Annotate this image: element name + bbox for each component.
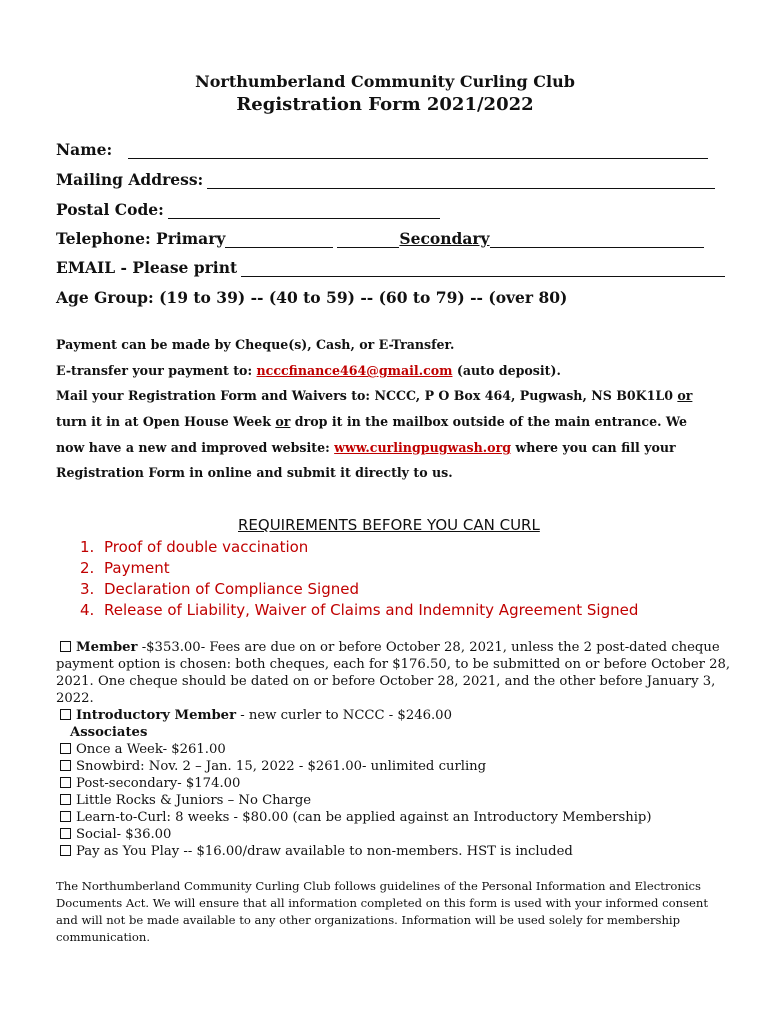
option-checkbox[interactable]	[60, 811, 71, 822]
member-text-line: payment option is chosen: both cheques, each for $176.50, to be submitted on or before October 28,	[56, 657, 731, 672]
openhouse-line	[56, 414, 687, 429]
requirement-number: 2.	[80, 559, 95, 577]
email-field	[56, 258, 725, 277]
telephone-gap-line	[337, 233, 399, 248]
postal-field	[56, 200, 440, 219]
requirement-item	[80, 538, 308, 556]
introductory-checkbox[interactable]	[60, 709, 71, 720]
option-learn-to-curl	[56, 810, 652, 825]
telephone-primary-line[interactable]	[225, 233, 333, 248]
option-checkbox[interactable]	[60, 794, 71, 805]
or-text: or	[275, 414, 291, 429]
website-line	[56, 440, 676, 455]
option-label: Little Rocks & Juniors – No Charge	[76, 793, 312, 808]
payment-methods: Payment can be made by Cheque(s), Cash, or E-Transfer.	[56, 337, 455, 352]
associates-heading: Associates	[70, 725, 148, 740]
member-checkbox[interactable]	[60, 641, 71, 652]
or-text: or	[677, 388, 693, 403]
option-label: Social- $36.00	[76, 827, 172, 842]
requirement-item	[80, 559, 170, 577]
mailbox-text: drop it in the mailbox outside of the main entrance. We	[294, 414, 688, 429]
telephone-secondary-line[interactable]	[490, 233, 704, 248]
mail-address-text: Mail your Registration Form and Waivers to: NCCC, P O Box 464, Pugwash, NS B0K1L0	[56, 388, 673, 403]
requirement-text: Proof of double vaccination	[104, 538, 309, 556]
mailing-field	[56, 170, 715, 189]
option-label: Learn-to-Curl: 8 weeks - $80.00 (can be applied against an Introductory Membership)	[76, 810, 652, 825]
website-link[interactable]: www.curlingpugwash.org	[334, 440, 512, 455]
option-label: Snowbird: Nov. 2 – Jan. 15, 2022 - $261.00- unlimited curling	[76, 759, 487, 774]
online-form-line: Registration Form in online and submit it directly to us.	[56, 465, 453, 480]
age-group-label: Age Group: (19 to 39) -- (40 to 59) -- (60 to 79) -- (over 80)	[56, 288, 568, 307]
form-title: Registration Form 2021/2022	[236, 94, 534, 115]
website-after-text: where you can fill your	[515, 440, 676, 455]
privacy-statement: The Northumberland Community Curling Club follows guidelines of the Personal Information and Electronics Documents Act. We will ensure that all information completed on this form is used with your informed consent and will not be made available to any other organizations. Information will be used solely for membership communication.	[56, 879, 709, 944]
etransfer-text: E-transfer your payment to:	[56, 363, 253, 378]
member-text-line: 2022.	[56, 691, 94, 706]
member-option	[56, 640, 720, 655]
requirement-text: Payment	[104, 559, 170, 577]
option-social	[56, 827, 171, 842]
requirement-text: Declaration of Compliance Signed	[104, 580, 359, 598]
postal-label: Postal Code:	[56, 200, 164, 219]
option-pay-as-you-play	[56, 844, 573, 859]
member-label: Member	[76, 640, 138, 655]
requirement-number: 1.	[80, 538, 95, 556]
option-checkbox[interactable]	[60, 777, 71, 788]
requirements-heading: REQUIREMENTS BEFORE YOU CAN CURL	[238, 516, 540, 534]
option-once-a-week	[56, 742, 226, 757]
requirement-text: Release of Liability, Waiver of Claims and Indemnity Agreement Signed	[104, 601, 639, 619]
postal-input-line[interactable]	[168, 204, 440, 219]
website-intro-text: now have a new and improved website:	[56, 440, 330, 455]
option-label: Pay as You Play -- $16.00/draw available to non-members. HST is included	[76, 844, 573, 859]
mail-line	[56, 388, 692, 403]
option-checkbox[interactable]	[60, 743, 71, 754]
option-checkbox[interactable]	[60, 760, 71, 771]
mailing-label: Mailing Address:	[56, 170, 204, 189]
name-label: Name:	[56, 140, 113, 159]
finance-email-link[interactable]: ncccfinance464@gmail.com	[256, 363, 453, 378]
telephone-secondary-label: Secondary	[399, 229, 490, 248]
member-text: -$353.00- Fees are due on or before October 28, 2021, unless the 2 post-dated cheque	[137, 640, 720, 655]
age-group	[56, 288, 567, 307]
introductory-text: - new curler to NCCC - $246.00	[236, 708, 452, 723]
introductory-member-option	[56, 708, 452, 723]
member-text-line: 2021. One cheque should be dated on or before October 28, 2021, and the other before January 3,	[56, 674, 716, 689]
mailing-input-line[interactable]	[207, 174, 715, 189]
name-field	[56, 140, 708, 159]
option-little-rocks	[56, 793, 311, 808]
email-label: EMAIL - Please print	[56, 258, 238, 277]
name-input-line[interactable]	[128, 144, 708, 159]
option-label: Once a Week- $261.00	[76, 742, 226, 757]
auto-deposit-text: (auto deposit).	[456, 363, 561, 378]
telephone-field	[56, 229, 704, 248]
openhouse-text: turn it in at Open House Week	[56, 414, 271, 429]
option-label: Post-secondary- $174.00	[76, 776, 241, 791]
telephone-primary-label: Telephone: Primary	[56, 229, 226, 248]
option-snowbird	[56, 759, 486, 774]
etransfer-line	[56, 363, 561, 378]
option-checkbox[interactable]	[60, 845, 71, 856]
option-post-secondary	[56, 776, 240, 791]
requirement-item	[80, 580, 359, 598]
requirement-item	[80, 601, 638, 619]
introductory-label: Introductory Member	[76, 708, 237, 723]
requirement-number: 4.	[80, 601, 95, 619]
option-checkbox[interactable]	[60, 828, 71, 839]
email-input-line[interactable]	[241, 262, 725, 277]
club-title: Northumberland Community Curling Club	[195, 72, 575, 91]
requirement-number: 3.	[80, 580, 95, 598]
